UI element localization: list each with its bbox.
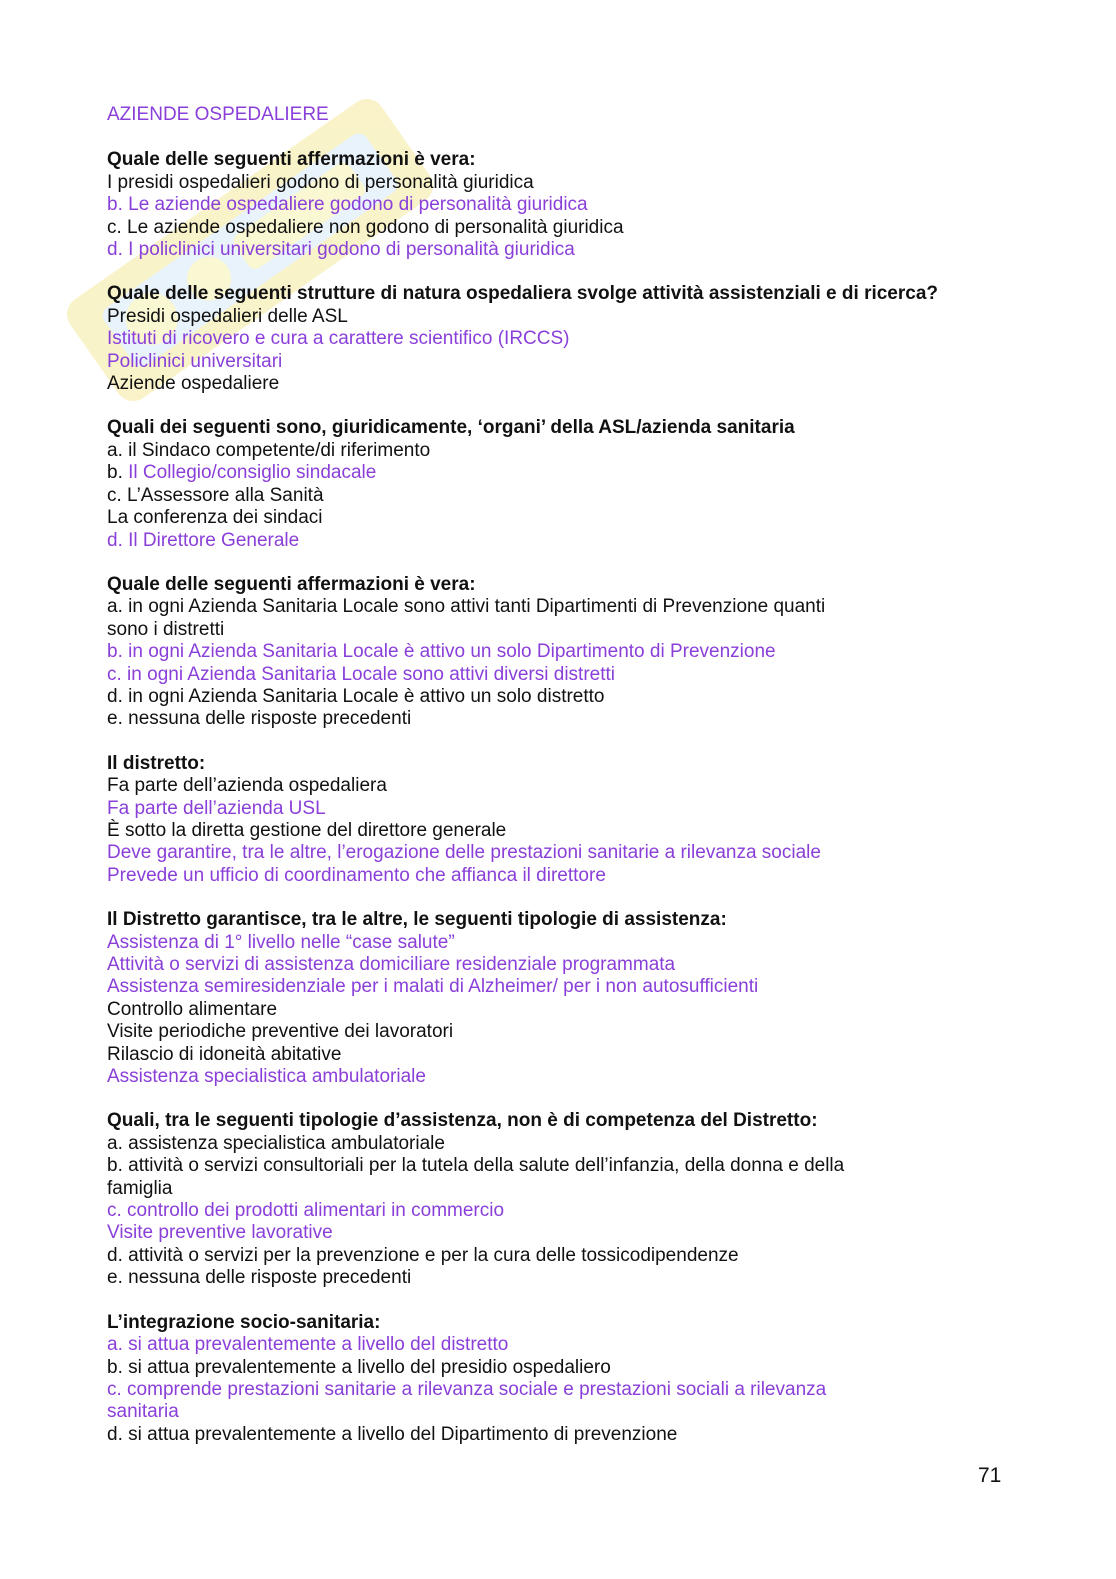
question-text: Quali, tra le seguenti tipologie d’assistenza, non è di competenza del Distretto: <box>107 1110 818 1132</box>
answer-option: c. L’Assessore alla Sanità <box>107 484 324 506</box>
answer-option-correct: d. I policlinici universitari godono di personalità giuridica <box>107 239 575 261</box>
answer-option: b. attività o servizi consultoriali per la tutela della salute dell’infanzia, della donna e della <box>107 1155 845 1177</box>
answer-option: La conferenza dei sindaci <box>107 507 323 529</box>
answer-option: Visite periodiche preventive dei lavoratori <box>107 1021 454 1043</box>
page-content <box>107 104 1027 1468</box>
question-block <box>107 1110 1027 1289</box>
question-text: Quale delle seguenti strutture di natura ospedaliera svolge attività assistenziali e di ricerca? <box>107 283 939 305</box>
answer-option: Rilascio di idoneità abitative <box>107 1043 342 1065</box>
answer-option-correct: Attività o servizi di assistenza domiciliare residenziale programmata <box>107 954 676 975</box>
answer-option: sono i distretti <box>107 618 225 640</box>
answer-option-correct: d. Il Direttore Generale <box>107 529 300 551</box>
question-block <box>107 1312 1027 1446</box>
answer-option: Controllo alimentare <box>107 998 278 1020</box>
answer-option-correct: Fa parte dell’azienda USL <box>107 797 326 819</box>
answer-option: e. nessuna delle risposte precedenti <box>107 708 412 730</box>
answer-option-correct: Assistenza specialistica ambulatoriale <box>107 1066 426 1088</box>
answer-option-correct: Istituti di ricovero e cura a carattere scientifico (IRCCS) <box>107 328 570 350</box>
answer-option <box>107 462 1027 484</box>
question-text: Quale delle seguenti affermazioni è vera: <box>107 149 476 171</box>
answer-option: c. Le aziende ospedaliere non godono di personalità giuridica <box>107 216 624 238</box>
answer-option-correct: Prevede un ufficio di coordinamento che affianca il direttore <box>107 864 606 886</box>
question-block <box>107 283 1027 395</box>
answer-option-correct: Assistenza semiresidenziale per i malati di Alzheimer/ per i non autosufficienti <box>107 976 759 998</box>
question-block <box>107 149 1027 261</box>
answer-option-correct: sanitaria <box>107 1401 179 1423</box>
answer-option: I presidi ospedalieri godono di personalità giuridica <box>107 171 534 193</box>
question-text: Il distretto: <box>107 752 206 774</box>
answer-option: famiglia <box>107 1177 173 1199</box>
section-title: AZIENDE OSPEDALIERE <box>107 104 329 125</box>
question-text: L’integrazione socio-sanitaria: <box>107 1311 381 1333</box>
answer-option-correct: b. Le aziende ospedaliere godono di personalità giuridica <box>107 194 588 216</box>
page-number: 71 <box>978 1464 1002 1487</box>
answer-option: È sotto la diretta gestione del direttore generale <box>107 819 507 841</box>
question-list <box>107 149 1027 1446</box>
question-block <box>107 417 1027 551</box>
question-block <box>107 909 1027 1088</box>
answer-option: Aziende ospedaliere <box>107 373 280 395</box>
answer-option: Presidi ospedalieri delle ASL <box>107 305 348 327</box>
answer-option-correct: c. controllo dei prodotti alimentari in commercio <box>107 1200 505 1222</box>
question-block <box>107 574 1027 731</box>
answer-option-correct: Deve garantire, tra le altre, l’erogazione delle prestazioni sanitarie a rilevanza sociale <box>107 842 821 864</box>
answer-option: a. in ogni Azienda Sanitaria Locale sono attivi tanti Dipartimenti di Prevenzione quanti <box>107 596 826 618</box>
answer-option: d. attività o servizi per la prevenzione e per la cura delle tossicodipendenze <box>107 1244 739 1266</box>
answer-prefix: b. <box>107 462 129 484</box>
answer-text-correct: Il Collegio/consiglio sindacale <box>128 462 377 484</box>
answer-option: a. il Sindaco competente/di riferimento <box>107 439 431 461</box>
answer-option-correct: Policlinici universitari <box>107 350 283 372</box>
answer-option: d. si attua prevalentemente a livello del Dipartimento di prevenzione <box>107 1423 678 1445</box>
answer-option: b. si attua prevalentemente a livello del presidio ospedaliero <box>107 1356 611 1378</box>
answer-option-correct: Visite preventive lavorative <box>107 1222 333 1244</box>
question-text: Il Distretto garantisce, tra le altre, le seguenti tipologie di assistenza: <box>107 909 727 931</box>
answer-option: d. in ogni Azienda Sanitaria Locale è attivo un solo distretto <box>107 685 605 707</box>
answer-option-correct: c. in ogni Azienda Sanitaria Locale sono attivi diversi distretti <box>107 663 615 685</box>
answer-option-correct: b. in ogni Azienda Sanitaria Locale è attivo un solo Dipartimento di Prevenzione <box>107 641 776 663</box>
answer-option: Fa parte dell’azienda ospedaliera <box>107 775 387 797</box>
answer-option-correct: Assistenza di 1° livello nelle “case salute” <box>107 931 455 953</box>
answer-option-correct: a. si attua prevalentemente a livello del distretto <box>107 1334 509 1356</box>
question-text: Quali dei seguenti sono, giuridicamente, ‘organi’ della ASL/azienda sanitaria <box>107 417 795 439</box>
question-block <box>107 753 1027 887</box>
answer-option: a. assistenza specialistica ambulatoriale <box>107 1132 445 1154</box>
answer-option-correct: c. comprende prestazioni sanitarie a rilevanza sociale e prestazioni sociali a rilevanza <box>107 1378 827 1400</box>
answer-option: e. nessuna delle risposte precedenti <box>107 1267 412 1289</box>
question-text: Quale delle seguenti affermazioni è vera: <box>107 573 476 595</box>
